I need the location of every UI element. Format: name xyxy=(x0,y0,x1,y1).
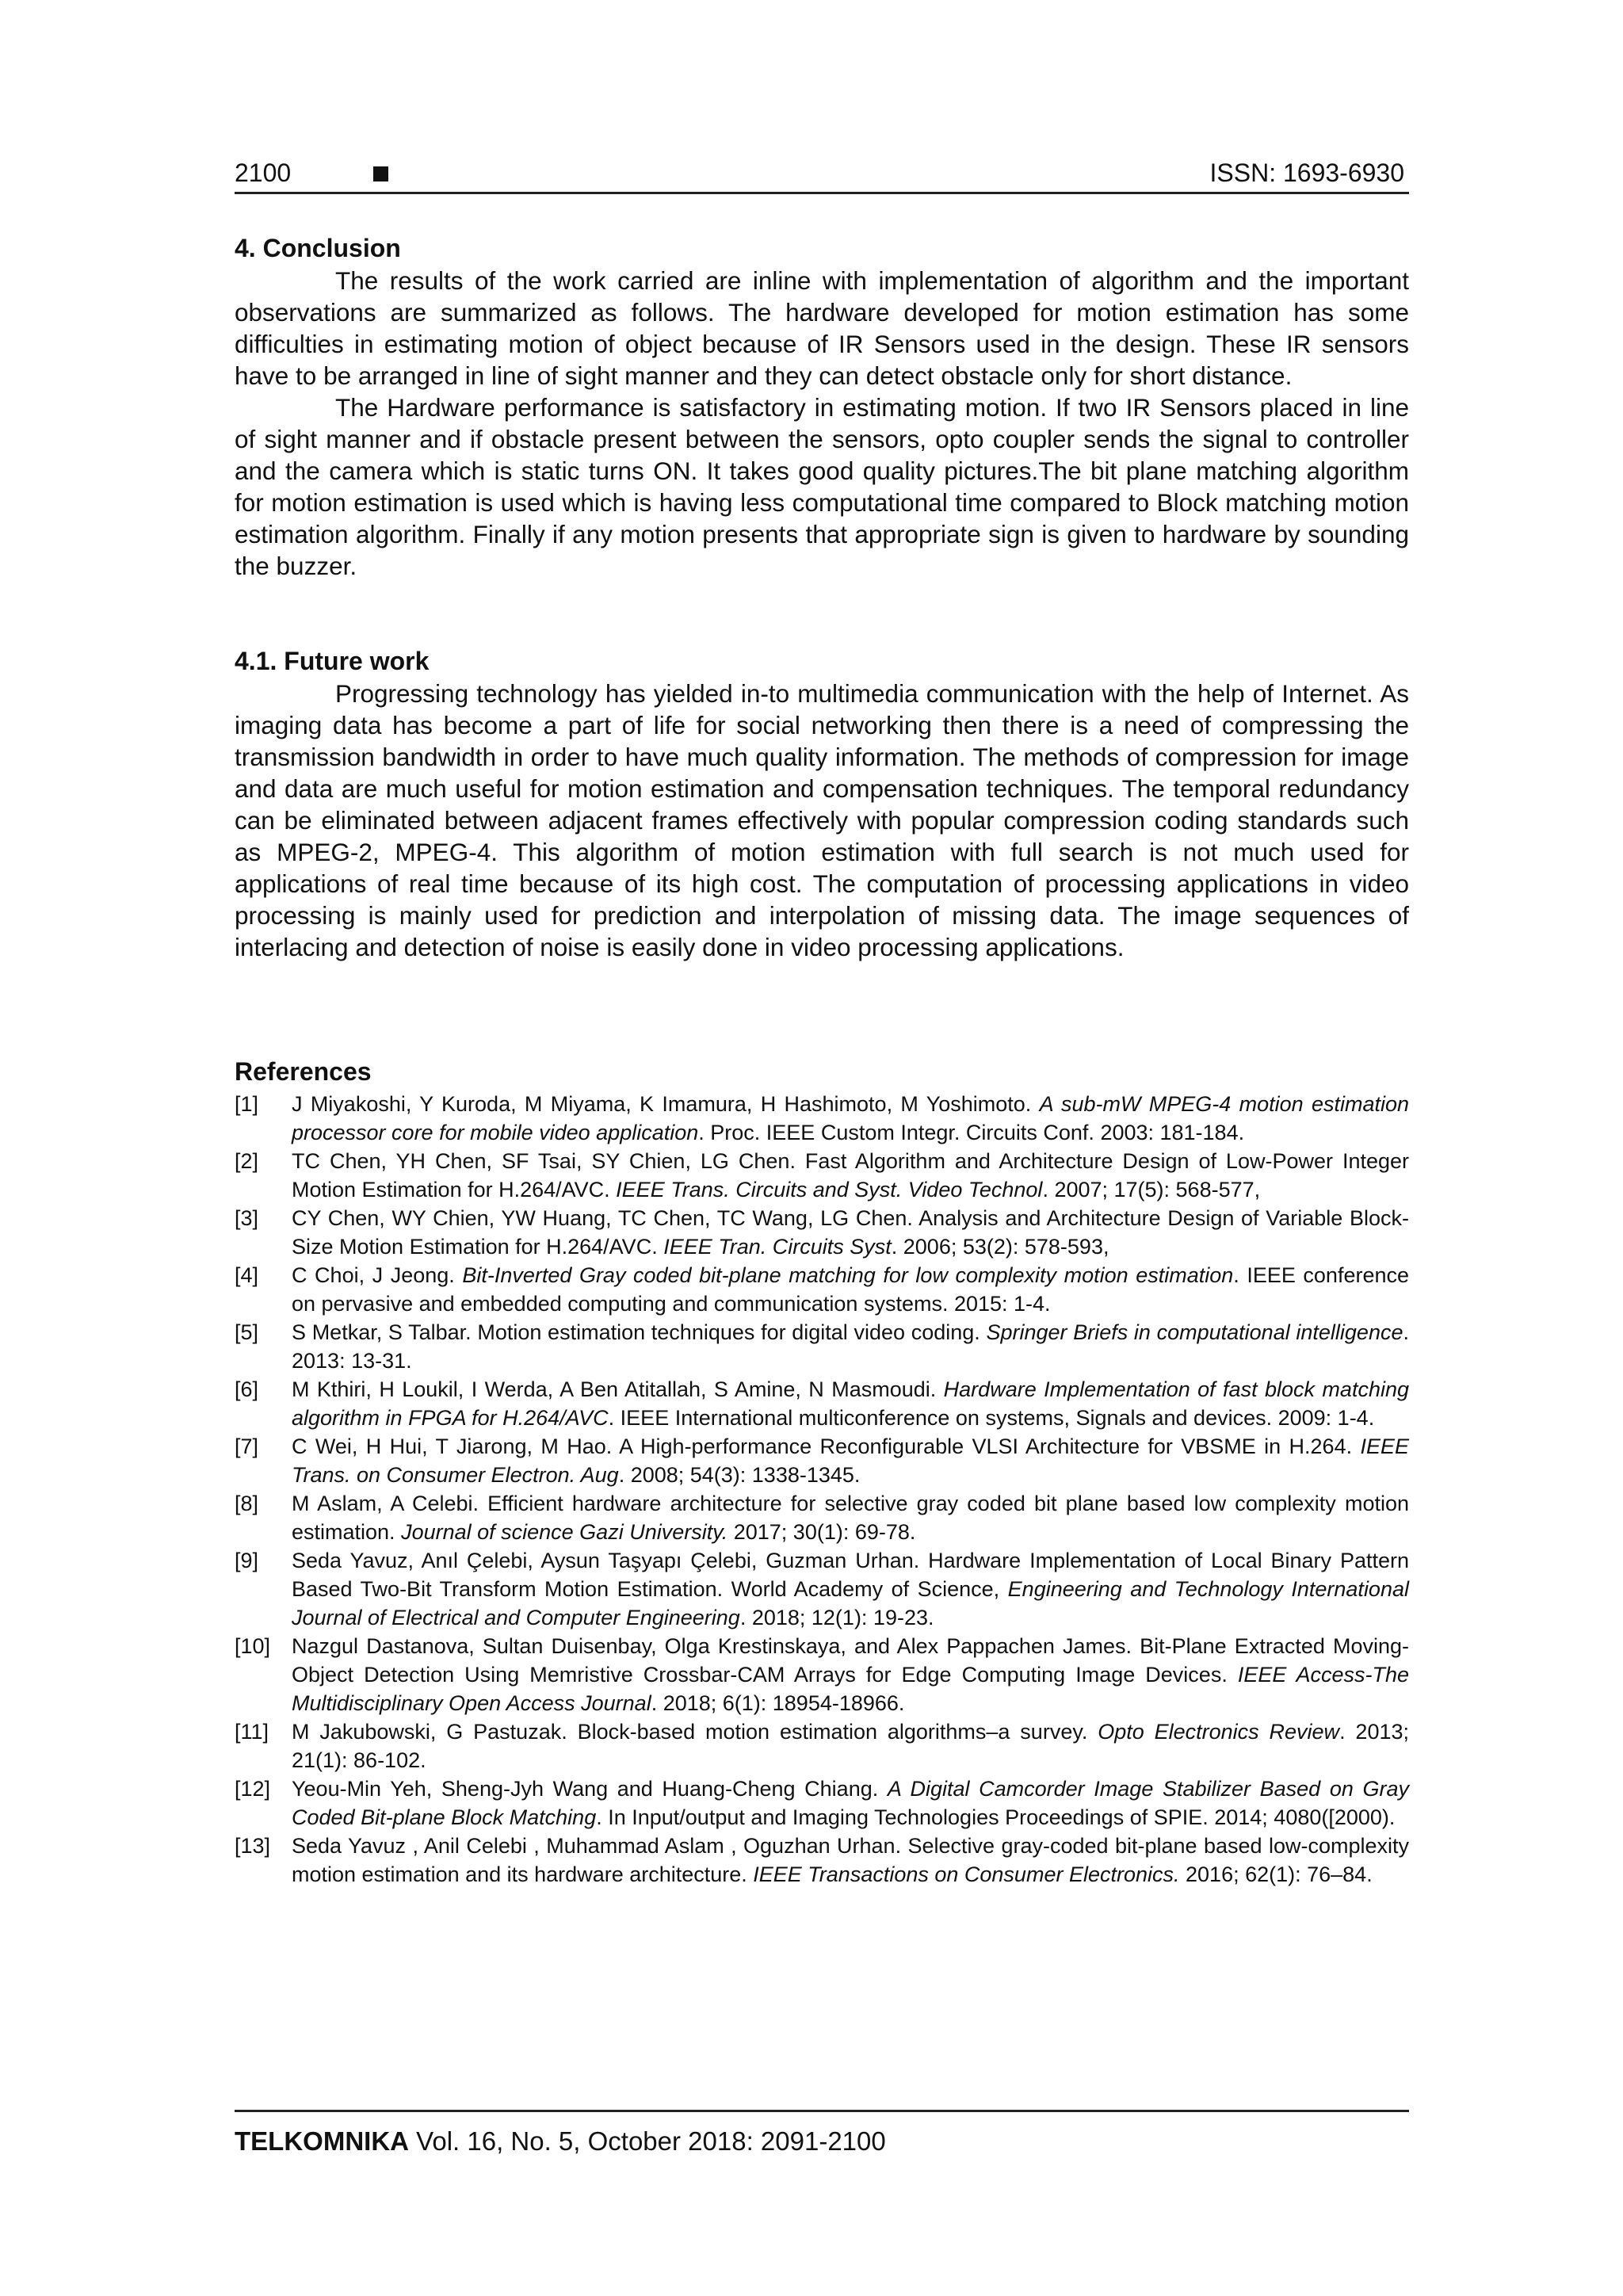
reference-source: . IEEE conference on pervasive and embedded computing and communication systems. 2015: 1-4. xyxy=(292,1263,1409,1316)
reference-authors: CY Chen, WY Chien, YW Huang, TC Chen, TC Wang, LG Chen. Analysis and Architecture Design of Variable Block-Size Motion Estimation for H.264/AVC. xyxy=(292,1206,1409,1259)
reference-authors: Seda Yavuz, Anıl Çelebi, Aysun Taşyapı Çelebi, Guzman Urhan. Hardware Implementation of Local Binary Pattern Based Two-Bit Transform Motion Estimation. World Academy of Science, xyxy=(292,1549,1409,1601)
conclusion-paragraph-2: The Hardware performance is satisfactory in estimating motion. If two IR Sensors placed in line of sight manner and if obstacle present between the sensors, opto coupler sends the signal to controller and the camera which is static turns ON. It takes good quality pictures.The bit plane matching algorithm for motion estimation is used which is having less computational time compared to Block matching motion estimation algorithm. Finally if any motion presents that appropriate sign is given to hardware by sounding the buzzer. xyxy=(235,393,1409,580)
reference-item xyxy=(235,1832,1409,1889)
references-section xyxy=(235,1053,1409,1889)
reference-number: [1] xyxy=(235,1092,259,1116)
reference-title: Engineering and Technology International Journal of Electrical and Computer Engineering xyxy=(292,1577,1409,1629)
reference-number: [7] xyxy=(235,1435,259,1458)
reference-number: [9] xyxy=(235,1549,259,1572)
reference-number: [8] xyxy=(235,1492,259,1515)
reference-number: [12] xyxy=(235,1777,271,1801)
future-work-paragraph: Progressing technology has yielded in-to multimedia communication with the help of Internet. As imaging data has become a part of life for social networking then there is a need of compressing the transmission bandwidth in order to have much quality information. The methods of compression for image and data are much useful for motion estimation and compensation techniques. The temporal redundancy can be eliminated between adjacent frames effectively with popular compression coding standards such as MPEG-2, MPEG-4. This algorithm of motion estimation with full search is not much used for applications of real time because of its high cost. The computation of processing applications in video processing is mainly used for prediction and interpolation of missing data. The image sequences of interlacing and detection of noise is easily done in video processing applications. xyxy=(235,679,1409,961)
reference-item xyxy=(235,1717,1409,1775)
reference-item xyxy=(235,1775,1409,1832)
reference-source: 2016; 62(1): 76–84. xyxy=(1179,1862,1373,1886)
reference-number: [11] xyxy=(235,1720,269,1744)
reference-item xyxy=(235,1318,1409,1375)
reference-item xyxy=(235,1432,1409,1489)
future-work-heading: 4.1. Future work xyxy=(235,647,430,675)
page-header xyxy=(235,152,1409,194)
reference-number: [10] xyxy=(235,1634,271,1658)
reference-authors: Nazgul Dastanova, Sultan Duisenbay, Olga Krestinskaya, and Alex Pappachen James. Bit-Plane Extracted Moving-Object Detection Using Memristive Crossbar-CAM Arrays for Edge Computing Image Devices. xyxy=(292,1634,1409,1687)
reference-title: Journal of science Gazi University. xyxy=(401,1520,728,1544)
reference-source: . In Input/output and Imaging Technologies Proceedings of SPIE. 2014; 4080([2000). xyxy=(596,1805,1396,1829)
reference-title: Bit-Inverted Gray coded bit-plane matching for low complexity motion estimation xyxy=(462,1263,1234,1287)
reference-item xyxy=(235,1261,1409,1318)
reference-source: . IEEE International multiconference on systems, Signals and devices. 2009: 1-4. xyxy=(608,1406,1375,1430)
paper-page xyxy=(235,0,1409,2296)
reference-authors: C Choi, J Jeong. xyxy=(292,1263,463,1287)
reference-authors: TC Chen, YH Chen, SF Tsai, SY Chien, LG Chen. Fast Algorithm and Architecture Design of Low-Power Integer Motion Estimation for H.264/AVC. xyxy=(292,1149,1409,1201)
reference-source: . 2007; 17(5): 568-577, xyxy=(1042,1178,1261,1201)
reference-title: IEEE Trans. on Consumer Electron. Aug xyxy=(292,1435,1409,1487)
reference-title: IEEE Access-The Multidisciplinary Open Access Journal xyxy=(292,1663,1409,1715)
future-work-section xyxy=(235,644,1409,963)
reference-item xyxy=(235,1147,1409,1204)
reference-list xyxy=(235,1090,1409,1889)
issn-label: ISSN: 1693-6930 xyxy=(1209,159,1404,187)
references-heading: References xyxy=(235,1057,372,1086)
reference-source: . Proc. IEEE Custom Integr. Circuits Conf. 2003: 181-184. xyxy=(698,1121,1245,1144)
journal-citation: Vol. 16, No. 5, October 2018: 2091-2100 xyxy=(416,2126,886,2156)
reference-source: . 2018; 12(1): 19-23. xyxy=(739,1606,934,1629)
reference-source: . 2008; 54(3): 1338-1345. xyxy=(618,1463,861,1487)
reference-title: A sub-mW MPEG-4 motion estimation processor core for mobile video application xyxy=(292,1092,1410,1144)
reference-authors: M Jakubowski, G Pastuzak. Block-based motion estimation algorithms–a survey. xyxy=(292,1720,1098,1744)
reference-item xyxy=(235,1632,1409,1717)
reference-number: [13] xyxy=(235,1834,271,1858)
reference-item xyxy=(235,1546,1409,1632)
reference-title: Springer Briefs in computational intelligence xyxy=(986,1320,1403,1344)
reference-title: IEEE Tran. Circuits Syst xyxy=(663,1235,892,1259)
conclusion-section xyxy=(235,231,1409,582)
conclusion-heading: 4. Conclusion xyxy=(235,234,401,262)
reference-number: [3] xyxy=(235,1206,259,1230)
reference-authors: Yeou-Min Yeh, Sheng-Jyh Wang and Huang-Cheng Chiang. xyxy=(292,1777,888,1801)
reference-authors: M Aslam, A Celebi. Efficient hardware architecture for selective gray coded bit plane based low complexity motion estimation. xyxy=(292,1492,1409,1544)
reference-number: [2] xyxy=(235,1149,259,1173)
reference-item xyxy=(235,1489,1409,1546)
reference-authors: J Miyakoshi, Y Kuroda, M Miyama, K Imamura, H Hashimoto, M Yoshimoto. xyxy=(292,1092,1040,1116)
reference-title: Hardware Implementation of fast block matching algorithm in FPGA for H.264/AVC xyxy=(292,1377,1409,1430)
reference-number: [4] xyxy=(235,1263,259,1287)
reference-authors: C Wei, H Hui, T Jiarong, M Hao. A High-performance Reconfigurable VLSI Architecture for VBSME in H.264. xyxy=(292,1435,1361,1458)
conclusion-paragraph-1: The results of the work carried are inline with implementation of algorithm and the important observations are summarized as follows. The hardware developed for motion estimation has some difficulties in estimating motion of object because of IR Sensors used in the design. These IR sensors have to be arranged in line of sight manner and they can detect obstacle only for short distance. xyxy=(235,266,1409,390)
reference-number: [6] xyxy=(235,1377,259,1401)
page-footer xyxy=(235,2110,1409,2157)
reference-authors: M Kthiri, H Loukil, I Werda, A Ben Atitallah, S Amine, N Masmoudi. xyxy=(292,1377,944,1401)
reference-authors: S Metkar, S Talbar. Motion estimation techniques for digital video coding. xyxy=(292,1320,987,1344)
reference-item xyxy=(235,1090,1409,1147)
reference-title: Opto Electronics Review xyxy=(1098,1720,1340,1744)
reference-source: . 2013: 13-31. xyxy=(292,1320,1409,1373)
reference-source: . 2018; 6(1): 18954-18966. xyxy=(651,1691,905,1715)
reference-item xyxy=(235,1375,1409,1432)
reference-source: 2017; 30(1): 69-78. xyxy=(727,1520,916,1544)
reference-source: . 2006; 53(2): 578-593, xyxy=(891,1235,1109,1259)
reference-title: A Digital Camcorder Image Stabilizer Based on Gray Coded Bit-plane Block Matching xyxy=(292,1777,1409,1829)
reference-authors: Seda Yavuz , Anil Celebi , Muhammad Aslam , Oguzhan Urhan. Selective gray-coded bit-plane based low-complexity motion estimation and its hardware architecture. xyxy=(292,1834,1409,1886)
journal-name: TELKOMNIKA xyxy=(235,2126,409,2156)
reference-number: [5] xyxy=(235,1320,259,1344)
reference-title: IEEE Trans. Circuits and Syst. Video Technol xyxy=(616,1178,1043,1201)
reference-source: . 2013; 21(1): 86-102. xyxy=(292,1720,1409,1772)
square-bullet-icon xyxy=(373,166,388,181)
reference-title: IEEE Transactions on Consumer Electronics. xyxy=(753,1862,1180,1886)
reference-item xyxy=(235,1204,1409,1261)
page-number: 2100 xyxy=(235,159,292,187)
